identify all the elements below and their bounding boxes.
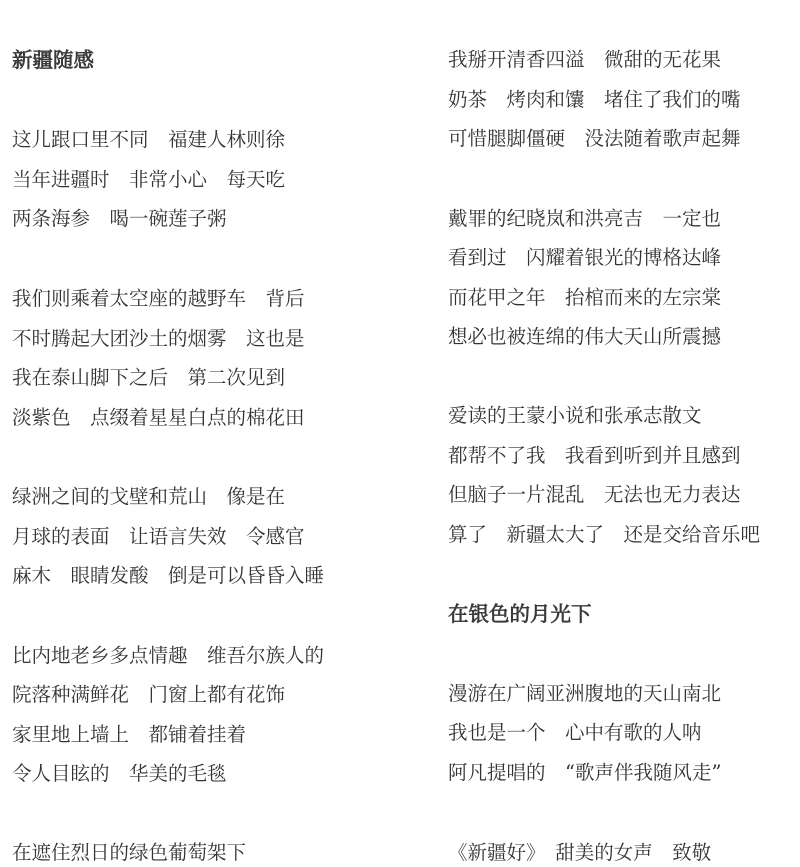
- poem-line: 爱读的王蒙小说和张承志散文: [448, 404, 702, 427]
- poem-line: 看到过 闪耀着银光的博格达峰: [448, 246, 722, 269]
- poem-line: 我们则乘着太空座的越野车 背后: [12, 287, 305, 310]
- poem-line: 麻木 眼睛发酸 倒是可以昏昏入睡: [12, 564, 325, 587]
- poem-line: 比内地老乡多点情趣 维吾尔族人的: [12, 644, 325, 667]
- poem-line: 但脑子一片混乱 无法也无力表达: [448, 483, 741, 506]
- poem-line: 而花甲之年 抬棺而来的左宗棠: [448, 286, 722, 309]
- poem-line: 阿凡提唱的 “歌声伴我随风走”: [448, 761, 722, 784]
- poem-line: 院落种满鲜花 门窗上都有花饰: [12, 683, 286, 706]
- poem-line: 可惜腿脚僵硬 没法随着歌声起舞: [448, 127, 741, 150]
- poem-line: 当年进疆时 非常小心 每天吃: [12, 168, 286, 191]
- poem-line: 淡紫色 点缀着星星白点的棉花田: [12, 406, 305, 429]
- poem-line: 不时腾起大团沙土的烟雾 这也是: [12, 327, 305, 350]
- poem-title-silver-moonlight: 在银色的月光下: [448, 602, 592, 626]
- poem-line: 家里地上墙上 都铺着挂着: [12, 723, 247, 746]
- poem-line: 在遮住烈日的绿色葡萄架下: [12, 841, 247, 864]
- poem-line: 我也是一个 心中有歌的人呐: [448, 721, 702, 744]
- poem-line: 月球的表面 让语言失效 令感官: [12, 525, 305, 548]
- poem-line: 想必也被连绵的伟大天山所震撼: [448, 325, 722, 348]
- poem-line: 算了 新疆太大了 还是交给音乐吧: [448, 523, 761, 546]
- poem-line: 奶茶 烤肉和馕 堵住了我们的嘴: [448, 88, 741, 111]
- poem-line: 我掰开清香四溢 微甜的无花果: [448, 48, 722, 71]
- poem-line: 绿洲之间的戈壁和荒山 像是在: [12, 485, 286, 508]
- poem-line: 这儿跟口里不同 福建人林则徐: [12, 128, 286, 151]
- poem-line: 令人目眩的 华美的毛毯: [12, 762, 227, 785]
- poem-line: 戴罪的纪晓岚和洪亮吉 一定也: [448, 207, 722, 230]
- poem-line: 漫游在广阔亚洲腹地的天山南北: [448, 682, 722, 705]
- poem-title-xinjiang-impressions: 新疆随感: [12, 48, 94, 72]
- poem-line: 都帮不了我 我看到听到并且感到: [448, 444, 741, 467]
- poem-line: 我在泰山脚下之后 第二次见到: [12, 366, 286, 389]
- poem-line: 《新疆好》 甜美的女声 致敬: [448, 841, 712, 864]
- poem-line: 两条海参 喝一碗莲子粥: [12, 207, 227, 230]
